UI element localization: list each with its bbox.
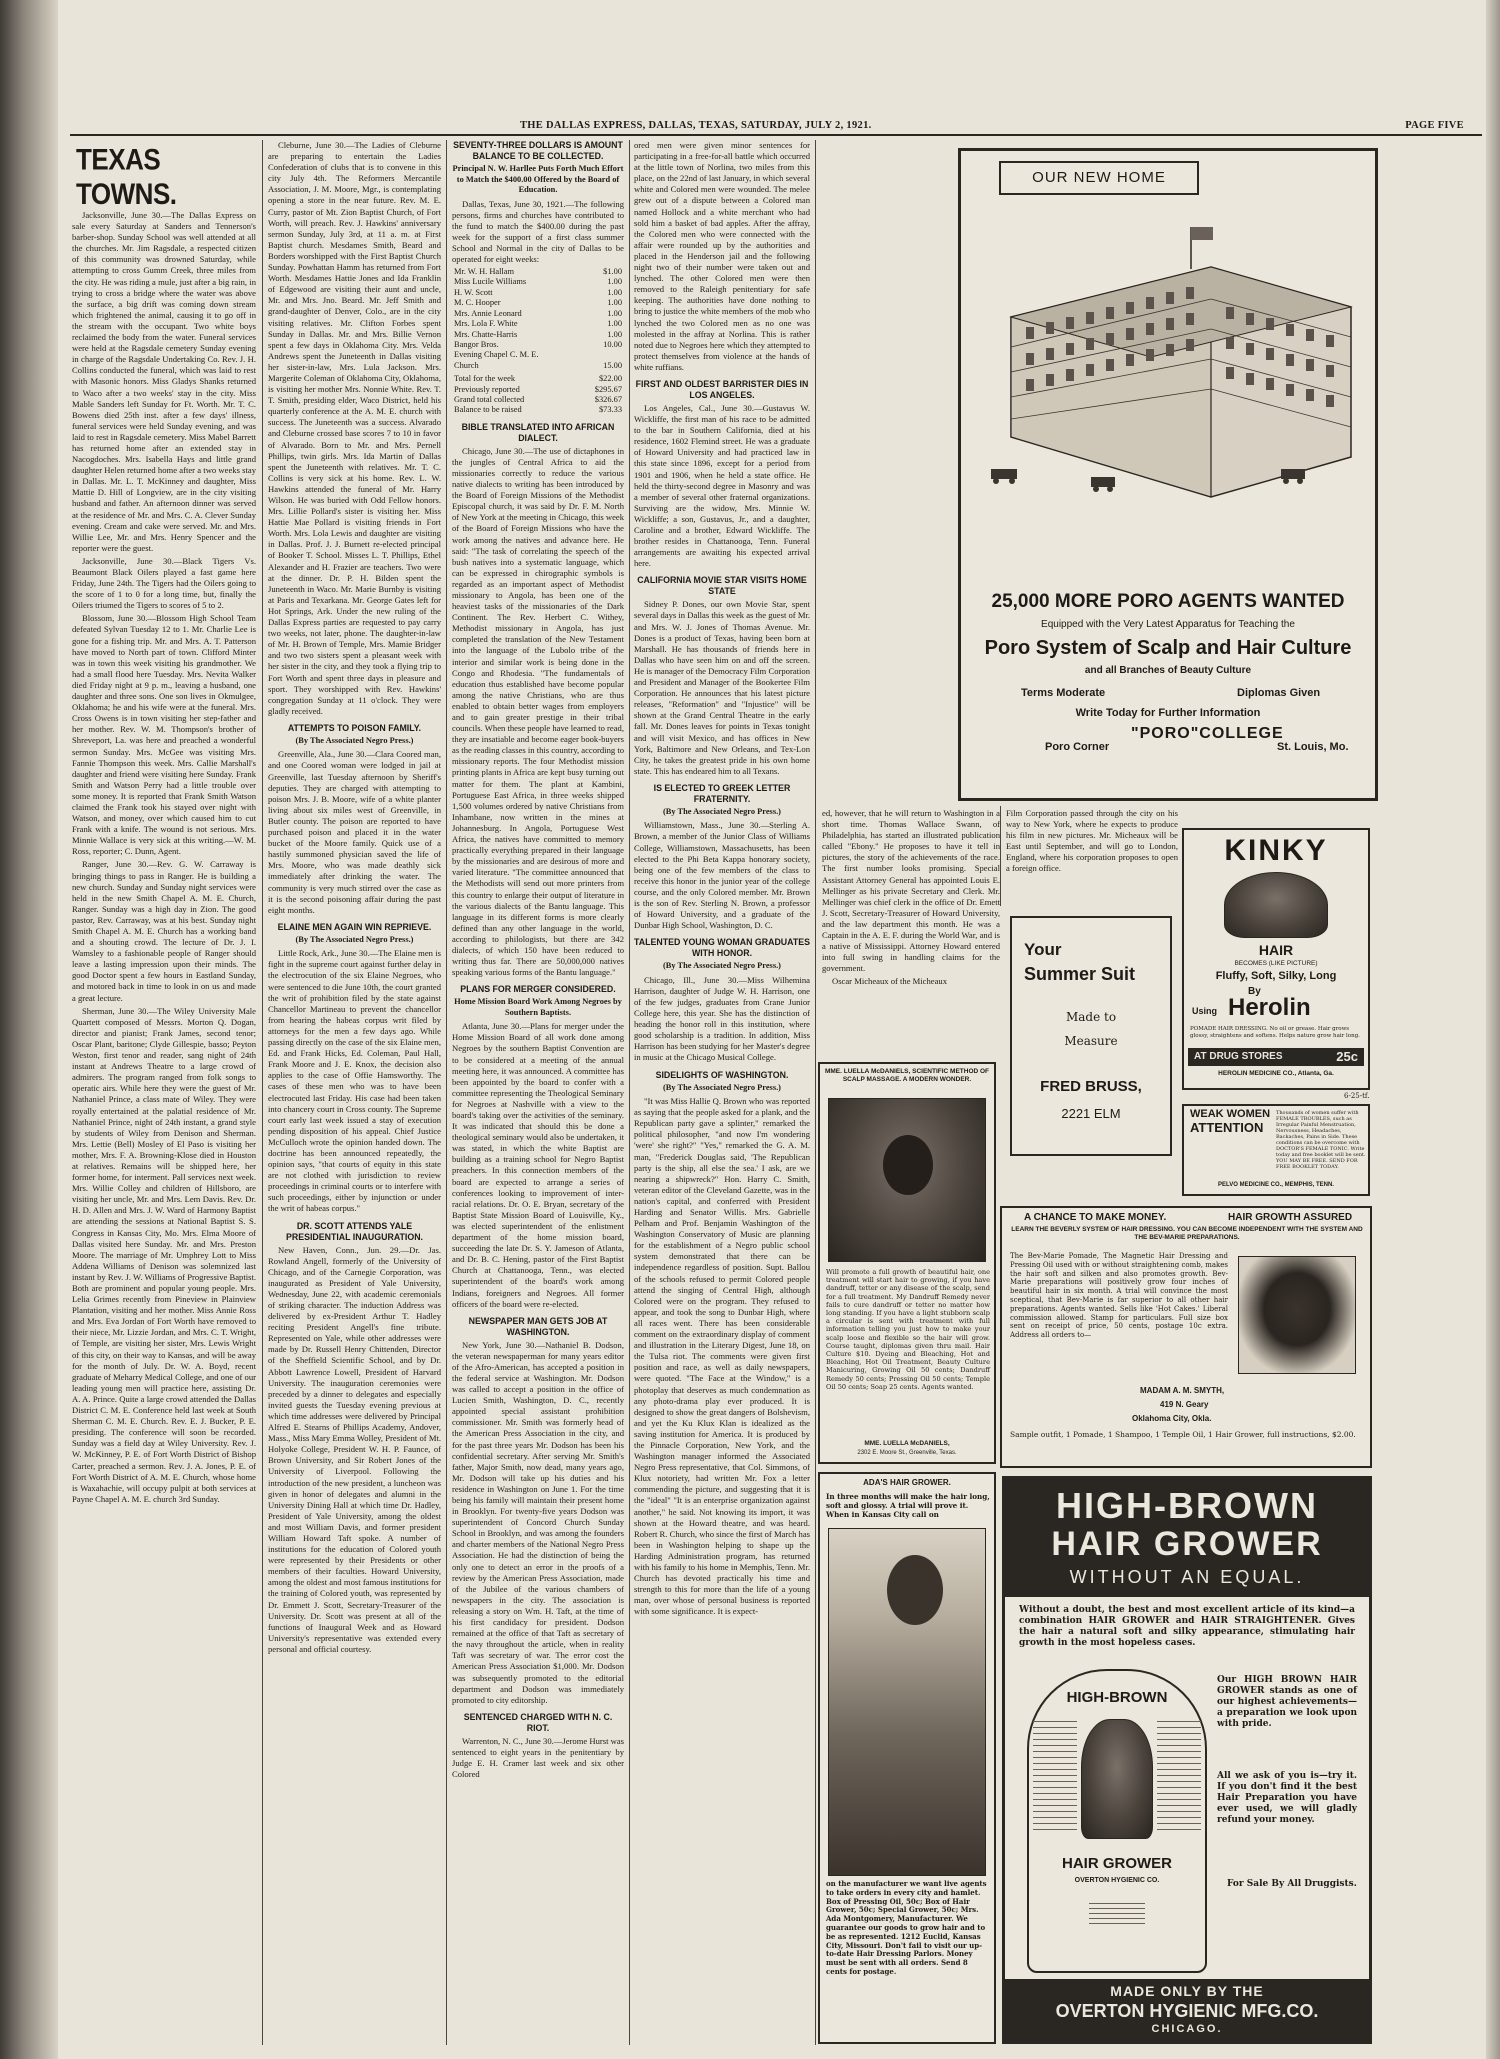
- contributor-name: Previously reported: [454, 384, 520, 394]
- footer-company: OVERTON HYGIENIC MFG.CO.: [1055, 2001, 1319, 2021]
- column-rule: [815, 140, 816, 2045]
- byline: (By The Associated Negro Press.): [663, 806, 781, 816]
- smyth-h1b: HAIR GROWTH ASSURED: [1228, 1212, 1353, 1223]
- drug-store-band: [1188, 1048, 1364, 1066]
- high-brown-ad: [1002, 1476, 1372, 2044]
- jar-label-top: HIGH-BROWN: [1066, 1689, 1168, 1706]
- jar-portrait: [1081, 1719, 1153, 1839]
- ada-body: on the manufacturer we want live agents to take orders in every city and hamlet. Box of Pressing Oil, 50c; Box of Hair Grower, 50c; Special Grower, 50c; Mrs. Ada Montgomery, Manufacturer. We guarantee our goods to grow hair and to be as represented. 1212 Euclid, Kansas City, Missouri. Don't fail to visit our up-to-date Hair Dressing Parlors. Money must be sent with all orders. Send 8 cents for postage.: [826, 1879, 987, 1976]
- ada-intro: In three months will make the hair long, soft and glossy. A trial will prove it. When in Kansas City call on: [826, 1492, 990, 1519]
- contribution-amount: 15.00: [603, 360, 622, 370]
- table-row: [452, 385, 624, 395]
- table-row: [452, 298, 624, 308]
- ad-headline: 25,000 MORE PORO AGENTS WANTED: [991, 591, 1345, 612]
- article-paragraph: Chicago, June 30.—The use of dictaphones in the jungles of Central Africa to aid the missionaries correctly to reduce the various native dialects to writing has been introduced by the Board of Foreign Missions of the Methodist Episcopal church, it was said by Dr. F. M. North of New York at the meeting in Chicago, this week of the Board of Foreign Missions who have the work among the natives and advance here. He said: "The task of correlating the speech of the bush natives into a systematic language, which can be expressed in chirographic symbols is regarded as an important aspect of Methodist missionary to Angola, has been one of the heaviest tasks of the missionaries of the Dark Continent. The Rev. Herbert C. Withey, Methodist missionary in Angola, has just completed the translation of the New Testament into the language of the Lubolo tribe of the interior and similar work is being done in the Congo and Rhodesia. "The fundamentals of education thus established have become popular among the native Christians, who are thus enabled to obtain better wages from employers and to gain greater prestige in their tribal councils. When these people have learned to read, they are insatiable and become eager book-buyers as the reading classes in this country, according to missionary reports. The four Methodist mission printing plants in Africa are kept busy turning out matter for them. The plant at Kambini, Portuguese East Africa, in three weeks shipped 1,500 volumes ordered by native Christians from Inhambane, now written in the mines at Johannesburg. In Angola, Portuguese West Africa, the natives have committed to memory practically everything prepared in their language by the missionaries and are desirous of more and varied literature. "The committee announced that the Methodists will send out more printers from this country to enlarge their output of literature in the various dialects of the Bantu language. This language in its different forms is more clearly defined than any other language in the world, according to philologists, but there are 342 dialects, of which 150 have been reduced to writing thus far. There are 50,000,000 natives speaking various forms of the Bantu language.": [452, 445, 624, 978]
- herolin-brand: Herolin: [1228, 994, 1311, 1021]
- contribution-amount: $73.33: [598, 405, 622, 415]
- contribution-amount: 1.00: [607, 277, 622, 287]
- table-row: [452, 350, 624, 360]
- contributor-name: Total for the week: [454, 374, 516, 384]
- article-paragraph: "It was Miss Hallie Q. Brown who was reported as saying that the people asked for a plank, and the Republican party gave a splinter," remarked the political philosopher, "and now I'm wondering 'were' she right?" "Yes," remarked the G. A. M. man, "Frederick Douglas said, 'The Republican party is the ship, all else the sea.' I ask, are we nearing a shipwreck?" Hon. Harry C. Smith, veteran editor of the Cleveland Gazette, was in the nation's capital, and conferred with President Harding and Senator Willis. Mrs. Gabrielle Pelham and Prof. Benjamin Washington of the Washington Conservatory of Music are planning for the establishment of a Negro public school system demonstrated that there can be independence regardless of position. Supt. Ballou of the schools refused to permit Colored people attend the singing of Central High, although Colored were on the program. They refused to appear, and took the song to Dunbar High, where all races went. There has been considerable comment on the extraordinary display of comment and illustration in the Literary Digest, June 18, on the Tulsa riot. The comments were given first position and race, as well as daily newspapers, were quoted. "The Face at the Window," is a photoplay that deserves as much condemnation as any photo-drama play ever produced. It is designed to show the great dangers of Bolshevism, and yet the Ku Klux Klan is idealized as the saving institution for America. It is produced by the Pinnacle Corporation, New York, and the Washington manager informed the Associated Negro Press representative, that Col. Simmons, of Klux notoriety, had written Mr. Fox a letter commending the picture, and suggesting that it is the "ideal" "It is an enterprise organization against another," he said. Not knowing its import, it was shown at the Howard theatre, and was heard. Robert R. Church, who since the first of March has been in Washington helping to shape up the Harding Administration program, has returned with his family to his home in Memphis, Tenn. Mr. Church has devoted practically his time and strength to this for more than the life of a young man, over whose of personal business is reported with some significance. It is expect-: [634, 1096, 810, 1617]
- article-paragraph: Greenville, Ala., June 30.—Clara Coored man, and one Coored woman were lodged in jail at Greenville, last Tuesday afternoon by Sheriff's deputies. They are charged with attempting to poison Mrs. J. B. Moore, wife of a white planter living about six miles west of Greenville, in Butler county. The poison are reported to have purchased poison and placed it in the water bucket of the Moore family. Quick use of a hastily summoned physician saved the life of Mrs. Moore, who was made deathly sick immediately after drinking the water. The community is very much stirred over the case as it is the second poisoning affair during the past eight months.: [268, 749, 441, 915]
- poro-college-ad: [958, 148, 1378, 801]
- contributor-name: Miss Lucile Williams: [454, 277, 527, 287]
- article-paragraph: Los Angeles, Cal., June 30.—Gustavus W. Wickliffe, the first man of his race to be admitted to the bar in Southern California, died at his residence, 1602 Flemind street. He was a graduate of Howard University and had practiced law in this state since 1896, except for a period from 1901 and 1906, when he held a state office. He held the thirty-second degree in Masonry and was a member of several other fraternal organizations. Surviving are the widow, Mrs. Minnie W. Wickliffe; a son, Gustavus, Jr., and a daughter, Caroline and a brother, Edward Wickliffe. The brother resides in Chattanooga, Tenn. Funeral arrangements are awaiting his expected arrival here.: [634, 402, 810, 569]
- article-paragraph: Dallas, Texas, June 30, 1921.—The following persons, firms and churches have contributed to the fund to match the $400.00 during the past week for the support of a first class summer School and Normal in the city of Dallas to be operated for eight weeks:: [452, 198, 624, 264]
- summer-suit-ad: [1010, 916, 1172, 1156]
- ada-portrait: [828, 1528, 986, 1876]
- suit-your: Your: [1024, 940, 1062, 959]
- top-rule: [70, 134, 1482, 136]
- page-edge: [1486, 0, 1500, 2059]
- hair-illustration: [1224, 872, 1328, 938]
- byline: (By The Associated Negro Press.): [663, 1082, 781, 1092]
- mcdaniels-ad: [818, 1062, 996, 1464]
- byline: (By The Associated Negro Press.): [295, 934, 414, 944]
- contributor-name: Church: [454, 360, 479, 370]
- ad-tag-box: [999, 161, 1199, 195]
- subheadline: Home Mission Board Work Among Negroes by Southern Baptists.: [454, 997, 622, 1017]
- smyth-body: The Bev-Marie Pomade, The Magnetic Hair Dressing and Pressing Oil used with or without straightening comb, makes the hair soft and silken and also promotes growth. Bev-Marie preparations will positively grow four inches of beautiful hair in six month. A trial will convince the most sceptical, that Bev-Marie is far superior to all other hair preparations. Agents wanted. Sells like 'Hot Cakes.' Liberal commission allowed. Stamp for particulars. Full size box sent on receipt of price, 50 cents, postage 10c extra. Address all orders to—: [1010, 1252, 1228, 1340]
- contribution-amount: $326.67: [594, 394, 622, 404]
- smyth-hair-ad: [1000, 1206, 1372, 1468]
- high-brown-druggists: For Sale By All Druggists.: [1227, 1879, 1357, 1889]
- jar-right-text-lines: [1157, 1721, 1201, 1831]
- contribution-amount: [589, 350, 624, 360]
- contributor-name: Evening Chapel C. M. E.: [454, 350, 539, 360]
- table-row: [452, 405, 624, 415]
- table-row: [452, 309, 624, 319]
- headline: ATTEMPTS TO POISON FAMILY.: [287, 722, 422, 733]
- herolin-maker: HEROLIN MEDICINE CO., Atlanta, Ga.: [1218, 1070, 1334, 1077]
- column-rule: [446, 140, 447, 2045]
- article-paragraph: Chicago, Ill., June 30.—Miss Wilhemina Harrison, daughter of Judge W. H. Harrison, one of the few judges, graduates from Crane Junior College here, this year. She has the distinction of heading the honor roll in this institution, where good scholarship is a tradition. In addition, Miss Harrison has been studying for her Master's degree in music at the Chicago Musical College.: [634, 974, 810, 1063]
- article-paragraph: Jacksonville, June 30.—The Dallas Express on sale every Saturday at Sanders and Tennerson's barber-shop. Sunday School was well attended at all the churches. Mr. Jim Ragsdale, a respected citizen of this community was drowned Saturday, while attempting to cross Gumm Creek, three miles from the city. He was riding a mule, just after a big rain, in trying to cross a bridge where the water was above the surface, a big drift was coming down stream which frightened the animal, causing it to go off in the stream with the occupant. Two white boys reclaimed the body from the water. Funeral services were held at the Ragsdale cemetery Sunday evening in charge of the Ragsdale Undertaking Co. Rev. J. H. Collins conducted the funeral, which was laid to rest with Masonic honors. Miss Gladys Shanks returned to Waco after a two weeks' stay in the city. Miss Mable Sanders left Sunday for Ft. Worth. Mr. T. C. Bowens died 25th inst. after a few days' illness, funeral services were held Sunday evening, and was laid to rest in Ragsdale cemetery. Miss Mabel Barrett has returned home after an extended stay in Nacogdoches. Mrs. Isabella Hays and little grand daughter Helen returned home after a two weeks stay in Dallas. Mr. L. T. McKinney and daughter, Miss Mattie D. Hill of Longview, are in the city visiting husband and father. An afternoon dinner was served at the residence of Mr. and Mrs. C. A. Clever Sunday evening. Cream and cake were served. Mr. and Mrs. Willie Lee, Mr. and Mrs. Henry Spencer and the reporter were the guest.: [72, 210, 256, 553]
- ada-portrait-face: [887, 1555, 943, 1625]
- column-6-upper: [1006, 808, 1178, 908]
- article-paragraph: ed, however, that he will return to Washington in a short time. Thomas Wallace Swann, of Philadelphia, has started an illustrated publication called "Ebony." He proposes to have it tell in pictures, the story of the achievements of the race. The first number looks promising. Special Assistant Attorney General has appointed Louis E. Mellinger as his private Secretary and Clerk. Mr. Mellinger was chief clerk in the office of Dr. Emett J. Scott, Secretary-Treasurer of Howard University, and the law department this month. He was a Captain in the A. E. F. during the World War, and is a native of Mississippi. Attorney Howard entered into full swing in handling claims for the government.: [822, 808, 1000, 974]
- table-row: [452, 330, 624, 340]
- column-rule: [629, 140, 630, 2045]
- ad-run-date: 6-25-tf.: [1344, 1092, 1370, 1100]
- smyth-h1: A CHANCE TO MAKE MONEY.: [1024, 1212, 1167, 1223]
- weak-maker: PELVO MEDICINE CO., MEMPHIS, TENN.: [1218, 1182, 1334, 1188]
- ad-college-name: "PORO"COLLEGE: [1131, 725, 1284, 742]
- contribution-amount: 1.00: [607, 287, 622, 297]
- contribution-amount: 1.00: [607, 298, 622, 308]
- herolin-price: 25c: [1336, 1049, 1358, 1064]
- ad-tag: OUR NEW HOME: [1032, 169, 1166, 186]
- headline: PLANS FOR MERGER CONSIDERED.: [460, 984, 616, 995]
- contributor-name: Mr. W. H. Hallam: [454, 267, 515, 277]
- mcdaniels-head: MME. LUELLA McDANIELS, SCIENTIFIC METHOD OF SCALP MASSAGE. A MODERN WONDER.: [824, 1068, 990, 1083]
- headline: FIRST AND OLDEST BARRISTER DIES IN LOS ANGELES.: [635, 378, 809, 400]
- article-paragraph: Blossom, June 30.—Blossom High School Team defeated Sylvan Tuesday 12 to 1. Mr. Charlie Lee is gone for a fishing trip. Mr. and Mrs. A. T. Patterson have moved to North part of town. Clifford Minter was in town this week visiting his grandmother. We had a small flood here Tuesday. Mrs. Nevita Walker died Friday night at 9 p. m., leaving a husband, one daughter and three sons. One son lives in Okmulgee, Oklahoma; he and his wife were at the funeral. Mrs. Cross Owens is in town visiting her step-father and her mother. Rev. W. M. Thompson's brother of Shreveport, La. was here and preached a wonderful sermon Sunday. Mrs. McGee was visiting Mrs. Fannie Thompson this week. Mrs. Callie Marshall's daughter and friend were visiting here Sunday. Frank Smith and Watson Perry had a little trouble over some money. It is reported that Frank Smith Watson claimed the Frank took his stayed over night with Watson, and money, over which caused him to cut Frank with a knife. The wound is not serious. Mrs. Minnie Wallace is very sick at this writing.—W. M. Ross, reporter; C. Dunn, Agent.: [72, 613, 256, 857]
- headline: IS ELECTED TO GREEK LETTER FRATERNITY.: [653, 782, 791, 804]
- column-5-upper: [822, 808, 1000, 1053]
- article-paragraph: Jacksonville, June 30.—Black Tigers Vs. Beaumont Black Oilers played a fast game here Friday, June 24th. The Tigers had the Oilers going to the score of 1 to 0 for a long time, but, finally the Oilers triumed the Tigers to scores of 5 to 2.: [72, 555, 256, 611]
- suit-measure: Measure: [1064, 1034, 1118, 1048]
- column-3: [452, 140, 624, 2045]
- kinky-fluffy: Fluffy, Soft, Silky, Long: [1215, 970, 1337, 982]
- headline: SENTENCED CHARGED WITH N. C. RIOT.: [463, 1711, 613, 1733]
- subheadline: Principal N. W. Harllee Puts Forth Much Effort to Match the $400.00 Offered by the Board of Education.: [452, 164, 624, 194]
- ad-subline: Equipped with the Very Latest Apparatus for Teaching the: [1041, 619, 1295, 630]
- article-paragraph: Cleburne, June 30.—The Ladies of Cleburne are preparing to entertain the Ladies Confederation of clubs that is to convene in this city July 4th. The Reformers Mercantile Association, J. M. Moore, Mgr., is contemplating opening a store in the near future. Rev. M. E. Curry, pastor of Mt. Zion Baptist Church, of Fort Worth, will preach. Rev. J. Hawkins' anniversary sermon Sunday, July 3rd, at 11 a. m. at First Baptist church. Mesdames Smith, Beard and Borders worshipped with the First Baptist Church Sunday. Powhattan Hamm has returned from Fort Worth. Mesdames Hattie Jones and Ida Franklin of Edgewood are visiting their aunt and uncle, Mr. and Mrs. Jno. Beard. Mr. Jeff Smith and grand-daughter of Denver, Colo., are in the city visiting relatives. Mr. Clifton Forbes spent Sunday in Dallas. Mr. and Mrs. Billie Vernon spent a few days in Oklahoma City. Mrs. Velda Andrews spent the Juneteenth in Dallas visiting her sister-in-law, Mrs. Lula Jackson. Mrs. Margerite Coleman of Oklahoma City, Oklahoma, is visiting her mother Mrs. Nonnie White. Rev. T. T. Smith, presiding elder, Waco District, held his quarterly conference at the A. M. E. church with success. The Juneteenth was a success. Alvarado and Cleburne crossed base scores 7 to 10 in favor of Alvarado. Born to Mr. and Mrs. Pernell Phillips, twin girls. Mrs. Ida Martin of Dallas spent the Juneteenth with relatives. Mr. T. C. Collins is very sick at his home. Rev. L. W. Hawkins attended the funeral of Mr. Harry Wilson. He was buried with Odd Fellow honors. Mrs. Lillie Pollard's sister is visiting her. Miss Hattie Mae Pollard is visiting friends in Fort Worth. Mrs. Lola Lewis and daughter are visiting in Dallas. Prof. J. J. Burnett re-elected principal of Booker T. School. Misses L. T. Phillips, Ethel Alexander and H. Frazier are teachers. Two were at the dinner. Dr. P. H. Bilden spent the Juneteenth in Waco. Mr. Marie Burnby is visiting at Paris and Texarkana. Mr. George Gates left for Hot Springs, Ark. Under the new ruling of the Dallas Express parties are requested to pay carry two weeks, not later, phone. The daughter-in-law of Mr. H. Brown of Temple, Mrs. Mamie Bridger and two two sisters spent a pleasant week with her sister in the city, and they took a flying trip to Fort Worth and spent three days in pleasure and sport. They worshipped with Rev. Hawkins' congregation Sunday at 11 o'clock. They were gladly received.: [268, 140, 441, 716]
- contributor-name: Balance to be raised: [454, 405, 522, 415]
- binding-gutter: [0, 0, 58, 2059]
- byline: (By The Associated Negro Press.): [663, 961, 781, 971]
- kinky-hair: HAIR: [1258, 942, 1294, 958]
- column-2: [268, 140, 441, 2045]
- contributions-table: [452, 267, 624, 371]
- suit-title: Summer Suit: [1024, 964, 1136, 984]
- article-paragraph: ored men were given minor sentences for participating in a free-for-all battle which occurred at the little town of Norlina, two miles from this place, on the 22nd of last January, in which several white and Colored men were wounded. The melee grew out of a dispute between a Colored man named Hollock and a white merchant who had sold him a basket of bad apples. After the affray, the Colored men who were connected with the affair were rounded up by the authorities and placed in the Henderson jail and the following night two of their number were taken out and lynched. The other Colored men were then removed to the Raleigh penitentiary for safe keeping. The authorities have done nothing to bring to justice the white members of the mob who lynched the two Colored men as no one was molested in the affray at Norlina. This is rather noted due to Negroes here which they attempted to protect themselves from violence at the hands of white ruffians.: [634, 140, 810, 372]
- drug-stores: AT DRUG STORES: [1194, 1051, 1283, 1062]
- table-row: [452, 340, 624, 350]
- article-paragraph: Warrenton, N. C., June 30.—Jerome Hurst was sentenced to eight years in the penitentiary by Judge E. H. Cramer last week and six other Colored: [452, 1735, 624, 1780]
- contribution-amount: 1.00: [607, 329, 622, 339]
- contributor-name: Mrs. Chatte-Harris: [454, 329, 518, 339]
- college-building-illustration: [971, 207, 1367, 502]
- column-rule: [262, 140, 263, 2045]
- contribution-amount: 1.00: [607, 308, 622, 318]
- section-title: TEXAS TOWNS.: [76, 142, 177, 211]
- table-row: [452, 277, 624, 287]
- kinky-using: Using: [1192, 1006, 1218, 1016]
- ad-write: Write Today for Further Information: [1075, 707, 1261, 719]
- contribution-amount: $1.00: [603, 267, 622, 277]
- smyth-h2: LEARN THE BEVERLY SYSTEM OF HAIR DRESSING. YOU CAN BECOME INDEPENDENT WITH THE SYSTEM AND THE BEV-MARIE PREPARATIONS.: [1011, 1226, 1363, 1241]
- high-brown-title-2: HAIR GROWER: [1051, 1525, 1323, 1563]
- headline: ELAINE MEN AGAIN WIN REPRIEVE.: [277, 921, 432, 932]
- contribution-amount: $22.00: [598, 374, 622, 384]
- page-number: PAGE FIVE: [1405, 120, 1464, 131]
- kinky-title: KINKY: [1224, 834, 1328, 867]
- high-brown-banner: [1005, 1479, 1369, 1597]
- mcdaniels-address: 2302 E. Moore St., Greenville, Texas.: [857, 1450, 957, 1456]
- article-paragraph: Sherman, June 30.—The Wiley University Male Quartett composed of Messrs. Morton Q. Dogan, director and pianist; Frank James, second tenor; Oscar Plant, baritone; Clyde Gillespie, basso; Peyton Weston, first tenor and reader, sang night of 24th instant at Andrews Theatre to a large crowd of admirers. The program ranged from folk songs to operatic airs. While here they were the guest of Mr. Nathaniel Prince, a class mate of Wiley. They were royally entertained at the palatial residence of Mr. Nathaniel Prince, night of 24th instant, a grand style by students of Wiley from Denison and Sherman. Mrs. Lettie (Bell) Mosley of El Paso is visiting her mother, Mrs. F. A. Browning-Klose died in Houston at relatives. Remains will be shipped here, her former home, for interment. Pall services next week. Mrs. Willie Colley and children of Hillsboro, are visiting her uncle, Mr. and Mrs. Lem Davis. Rev. Dr. H. D. Allen and Mrs. J. W. Ward of Harmony Baptist are attending the sessions at National Baptist S. S. Congress in Kansas City, Mo. Mrs. Elma Moore of Dallas visited here Sunday. Mr. and Mrs. Preston Moore. The marriage of Mr. Umphrey Lott to Miss Addena Williams of Denison was solemnized last instant by Rev. J. W. Williams of Progressive Baptist. Both are prominent and popular young people. Mrs. Lelia Grimes recently from Pineview in Plainview Plantation, visiting and her mother. Miss Annie Ross and Mrs. Eva Jordan of Fort Worth have removed to their niece, Mr. Lizzie Jordan, and Mrs. C. T. Wright, of Temple, are visiting her sister, Mrs. Lewis Wright of this city, on their way to Kansas, and will be away for the month of July. Dr. W. A. Boyd, recent graduate of Meharry Medical College, and one of our leading young men will practice here, assisting Dr. A. A. Prince. Quite a large crowd attended the Dallas District C. M. E. Conference held last week at South Sherman C. M. E. Church. Rev. E. J. Bucker, P. E. presiding. The conference will soon be recorded. Sunday was a field day at Wiley University. Rev. J. W. McKinney, P. E. of Fort Worth District of Bishop Carter, preached a sermon. Rev. J. A. Jones, P. E. of Fort Worth District of A. M. E. Church, whose home is Waxahachie, will occupy pulpit at both services at Payne Chapel A. M. E. church 3rd Sunday.: [72, 1005, 256, 1504]
- footer-made-by: MADE ONLY BY THE: [1110, 1983, 1264, 1999]
- table-row: [452, 267, 624, 277]
- headline: SIDELIGHTS OF WASHINGTON.: [655, 1069, 789, 1080]
- contributor-name: Mrs. Lola F. White: [454, 319, 518, 329]
- masthead-dateline: THE DALLAS EXPRESS, DALLAS, TEXAS, SATURDAY, JULY 2, 1921.: [520, 120, 872, 131]
- contributor-name: Mrs. Annie Leonard: [454, 308, 522, 318]
- ada-head: ADA'S HAIR GROWER.: [863, 1478, 951, 1487]
- high-brown-pride: Our HIGH BROWN HAIR GROWER stands as one of our highest achievements—a preparation we look upon with pride.: [1217, 1675, 1357, 1729]
- column-rule: [1000, 806, 1001, 906]
- jar-left-text-lines: [1033, 1721, 1077, 1831]
- high-brown-tagline: WITHOUT AN EQUAL.: [1069, 1567, 1305, 1587]
- contributor-name: M. C. Hooper: [454, 298, 501, 308]
- article-paragraph: Sidney P. Dones, our own Movie Star, spent several days in Dallas this week as the guest of Mr. and Mrs. W. J. Jones of Thomas Avenue. Mr. Dones is a product of Texas, having been born at Marshall. He has thousands of friends here in Dallas who have seen him on and off the screen. He is manager of the Democracy Film Corporation and President and Manager of the Bookertee Film Corporation. He announces that his latest picture releases, "Reformation" and "Injustice" will be shown at the Grand Central Theatre in the early fall. Mr. Dones leaves for points in Texas tonight and will visit Mexico, and has offices in New York, Baltimore and New Orleans, and Tex-Lon City, he takes the greatest pride in his own home state. This has endeared him to all Texans.: [634, 599, 810, 776]
- table-row: [452, 319, 624, 329]
- ada-hair-grower-ad: [818, 1472, 996, 2044]
- kinky-by: By: [1248, 986, 1261, 997]
- weak-attention: ATTENTION: [1190, 1120, 1264, 1135]
- weak-title: WEAK WOMEN: [1190, 1108, 1271, 1120]
- article-paragraph: New Haven, Conn., Jun. 29.—Dr. Jas. Rowland Angell, formerly of the University of Chicago, and of the Carnegie Corporation, was inaugurated as President of Yale University, Wednesday, June 22, with academic ceremonials of striking character. The induction Address was delivered by ex-President Arthur T. Hadley reciting President Angell's fine tribute. Represented on Yale, while other addresses were made by Dr. Russell Henry Chittenden, Director of the Sheffield Scientific School, and by Dr. Abbott Lawrence Lowell, President of Harvard University. The inauguration ceremonies were preceded by a dinner to delegates and especially invited guests the Tuesday evening previous at which time addresses were delivered by Principal Alfred E. Stearns of Phillips Academy, Andover, Mass., Miss Mary Emma Wolley, President of Mt. Holyoke College, President W. H. P. Faunce, of Brown University, and Sir Robert Jones of the University of Liverpool. Following the introduction of the new president, a luncheon was given in honor of delegates and alumni in the University Dining Hall at which time Dr. Hadley, President of Yale University, among the oldest and most William Davis, and former president William Howard Taft spoke. A number of institutions for the education of Colored youth were represented by their Presidents or other members of their faculties. Howard University, among the oldest and most famous institutions for the training of Colored youth, was represented by Dr. Emmett J. Scott, Secretary-Treasurer of the University. Dr. Scott was present at all of the functions of Inaugural Week and as Howard University's representative was extended every personal and official courtesy.: [268, 1244, 441, 1654]
- product-jar: [1027, 1669, 1207, 1973]
- column-1: [72, 140, 256, 2045]
- portrait-face: [883, 1135, 933, 1195]
- article-paragraph: Ranger, June 30.—Rev. G. W. Carraway is bringing things to pass in Ranger. He is building a new church. Sunday and Sunday night services were held in the new Smith Chapel A. M. E. Church, Ranger. Sunday was a high day in Zion. The good pastor, Rev. Carraway, was at his best. Sunday night Smith Chapel A. M. E. Church has a working band and a shouting crowd. The lecture of Dr. J. I. Wamsley to a fashionable people of Ranger should leave a lasting impression upon their minds. The good Doctor spent a few hours in Eastland Sunday, and motored back in time to look in on us and made a great lecture.: [72, 859, 256, 1003]
- tailor-name: FRED BRUSS,: [1040, 1078, 1142, 1095]
- headline: CALIFORNIA MOVIE STAR VISITS HOME STATE: [637, 575, 807, 597]
- ad-branches: and all Branches of Beauty Culture: [1084, 665, 1252, 676]
- article-paragraph: Little Rock, Ark., June 30.—The Elaine men is fight in the supreme court against further delay in the electrocution of the six Elaine Negroes, who were sentenced to die June 10th, the court granted the writ of prohibition filed by the state against Chancellor Martineau to prevent the chancellor from hearing the habeas corpus writ filed by attorneys for the men a few days ago. While passing directly on the case of the six Elaine men, Ed. and Frank Hicks, Ed. Coleman, Paul Hall, Frank Moore and J. E. Knox, the decision also applies to the case of Offie Hamsworthy. The cases of these men who was to have been electrocuted last Friday. His case had been taken into chancery court in Cross county. The Supreme court early last week issued a stay of execution pending disposition of his appeal. Chief Justice McCulloch wrote the opinion handed down. The doctrine has been announced repeatedly, the opinion says, "that courts of equity in this state are not clothed with jurisdiction to review proceedings in criminal courts or to interfere with such proceedings, either by injunction or under the writ of habeas corpus.": [268, 948, 441, 1214]
- weak-women-ad: [1182, 1104, 1370, 1196]
- jar-maker: OVERTON HYGIENIC CO.: [1074, 1877, 1160, 1884]
- mcdaniels-name: MME. LUELLA McDANIELS,: [864, 1440, 950, 1447]
- column-4: [634, 140, 810, 2045]
- jar-fine-print: [1089, 1903, 1145, 1927]
- smyth-name: MADAM A. M. SMYTH,: [1140, 1386, 1225, 1395]
- contribution-amount: 1.00: [607, 319, 622, 329]
- contributor-name: H. W. Scott: [454, 287, 493, 297]
- suit-made: Made to: [1065, 1010, 1117, 1024]
- byline: (By The Associated Negro Press.): [295, 735, 414, 745]
- madam-smyth-portrait: [1238, 1256, 1356, 1374]
- kinky-becomes: BECOMES (LIKE PICTURE): [1234, 960, 1318, 967]
- ad-city: St. Louis, Mo.: [1277, 741, 1349, 753]
- contribution-amount: 10.00: [603, 339, 622, 349]
- headline: NEWSPAPER MAN GETS JOB AT WASHINGTON.: [468, 1315, 608, 1337]
- table-row: [452, 395, 624, 405]
- smyth-address: 419 N. Geary: [1160, 1400, 1209, 1409]
- herolin-ad: [1182, 828, 1370, 1090]
- high-brown-title: HIGH-BROWN: [1056, 1485, 1318, 1526]
- table-row: [452, 361, 624, 371]
- headline: SEVENTY-THREE DOLLARS IS AMOUNT BALANCE TO BE COLLECTED.: [453, 140, 623, 161]
- ad-terms: Terms Moderate: [1021, 687, 1106, 699]
- high-brown-guarantee: All we ask of you is—try it. If you don't find it the best Hair Preparation you have ever used, we will gladly refund your money.: [1217, 1771, 1357, 1825]
- article-paragraph: Williamstown, Mass., June 30.—Sterling A. Brown, a member of the Junior Class of Williams College, Williamstown, Massachusetts, has been elected to the Phi Beta Kappa honorary society, being one of the few members of the class to receive this honor in the junior year of the college course, and the only Colored member. Mr. Brown is the son of Rev. Sterling N. Brown, a professor of Howard University, and a graduate of the Dunbar High School, Washington, D. C.: [634, 820, 810, 931]
- article-paragraph: New York, June 30.—Nathaniel B. Dodson, the veteran newspaperman for many years editor of the Afro-American, has accepted a position in the federal service at Washington. Mr. Dodson was called to accept a position in the office of Lucien Smith, Washington, D. C., recently appointed special assistant prohibition commissioner. Mr. Smith was formerly head of the American Press Association in the city, and for the past three years Mr. Dodson has been his confidential secretary. After serving Mr. Smith's father, Major Smith, now dead, many years ago, Mr. Dodson will take up his duties and his residence in Washington on June 1. For the time being his family will maintain their present home in Brooklyn. For twenty-five years Dodson was superintendent of Concord Church Sunday School in Brooklyn, and was among the founders and charter members of the National Negro Press Association. He had the distinction of being the only one to detect an error in the proofs of a review by the American Press Association, made of the Jubilee of the various chambers of newspapers in the city. The association is releasing a story on Wm. H. Taft, at the time of his first candidacy for president. Dodson remained at the office of that Taft as secretary of the navy throughout the article, when in reality Taft was secretary of war. The error cost the American Press Association $1,000. Mr. Dodson was subsequently promoted to the editorial department and Dodson was immediately promoted to city editorship.: [452, 1339, 624, 1705]
- tailor-address: 2221 ELM: [1061, 1106, 1121, 1121]
- weak-body: Thousands of women suffer with FEMALE TROUBLES, such as Irregular Painful Menstruation, Nervousness, Headaches, Backaches, Pains in Side. These conditions can be overcome with DOCTOR'S FEMALE TONIC. Write today and free booklet will be sent. YOU MAY BE FREE. SEND FOR FREE BOOKLET TODAY.: [1276, 1110, 1366, 1170]
- kinky-description: POMADE HAIR DRESSING. No oil or grease. Hair grows glossy, straightens and softens. Helps nature grow hair long.: [1190, 1026, 1360, 1039]
- high-brown-footer: [1005, 1979, 1369, 2041]
- ad-diplomas: Diplomas Given: [1237, 687, 1321, 699]
- table-row: [452, 374, 624, 384]
- headline: TALENTED YOUNG WOMAN GRADUATES WITH HONOR.: [634, 937, 810, 959]
- article-paragraph: Oscar Micheaux of the Micheaux: [832, 976, 948, 987]
- contributor-name: Bangor Bros.: [454, 339, 499, 349]
- jar-label-bottom: HAIR GROWER: [1062, 1855, 1172, 1872]
- headline: DR. SCOTT ATTENDS YALE PRESIDENTIAL INAUGURATION.: [285, 1220, 423, 1242]
- headline: BIBLE TRANSLATED INTO AFRICAN DIALECT.: [461, 421, 615, 443]
- contribution-amount: $295.67: [594, 384, 622, 394]
- high-brown-intro: Without a doubt, the best and most excellent article of its kind—a combination HAIR GROWER and HAIR STRAIGHTENER. Gives the hair a natural soft and silky appearance, stimulating hair growth in the most hopeless cases.: [1019, 1605, 1355, 1648]
- contributor-name: Grand total collected: [454, 394, 525, 404]
- totals-table: [452, 374, 624, 416]
- mcdaniels-body: Will promote a full growth of beautiful hair, one treatment will start hair to growing, if you have dandruff, tetter or any disease of the scalp, send for a full treatment. My Dandruff Remedy never fails to cure dandruff or tetter no matter how long standing. If you have a light stubborn scalp a circular is sent with treatment with full information telling you just how to make your scalp loose and flexible so the hair will grow. Course taught, diplomas given thru mail. Hair Culture $10. Dyeing and Bleaching, Hot and Bleaching, Hot Oil Treatment, Beauty Culture Manicuring, Growing Oil 50 cents; Dandruff Remedy 50 cents; Pressing Oil 50 cents; Temple Oil 50 cents; Soap 25 cents. Agents wanted.: [826, 1268, 990, 1391]
- article-paragraph: Atlanta, June 30.—Plans for merger under the Home Mission Board of all work done among Negroes by the southern Baptist Convention are to be considered at a meeting of the annual meeting here, it was announced. A committee has been appointed by the board to confer with a committee representing the Theological Seminary for Negroes at Nashville with a view to the board's taking over the activities of the seminary. It was indicated that should this be done a theological seminary would also be undertaken, it was stated, in which the white Baptist are building as a training school for Negro Baptist preachers. In this connection members of the board are expected to arrange a series of conferences looking to improvement of inter-racial relations. Dr. O. E. Bryan, secretary of the Baptist State Mission Board of Louisville, Ky., was elected superintendent of the enlistment department of the home mission board, succeeding the late Dr. S. Y. Jameson of Atlanta, and Dr. B. C. Hening, pastor of the First Baptist Church at Chattanooga, Tenn., was elected superintendent of the board's work among Indians, foreigners and Negroes. All former officers of the board were re-elected.: [452, 1021, 624, 1309]
- table-row: [452, 288, 624, 298]
- article-paragraph: Film Corporation passed through the city on his way to New York, where he expects to produce his film in new pictures. Mr. Micheaux will be East until September, and will go to London, England, where his corporation proposes to open a foreign office.: [1006, 808, 1178, 874]
- smyth-city: Oklahoma City, Okla.: [1132, 1414, 1212, 1423]
- ad-corner: Poro Corner: [1045, 741, 1110, 753]
- smyth-outfit: Sample outfit, 1 Pomade, 1 Shampoo, 1 Temple Oil, 1 Hair Grower, full instructions, $2.00.: [1010, 1430, 1356, 1439]
- ad-system-name: Poro System of Scalp and Hair Culture: [984, 637, 1352, 659]
- footer-city: CHICAGO.: [1151, 2023, 1223, 2035]
- mcdaniels-portrait: [828, 1098, 986, 1262]
